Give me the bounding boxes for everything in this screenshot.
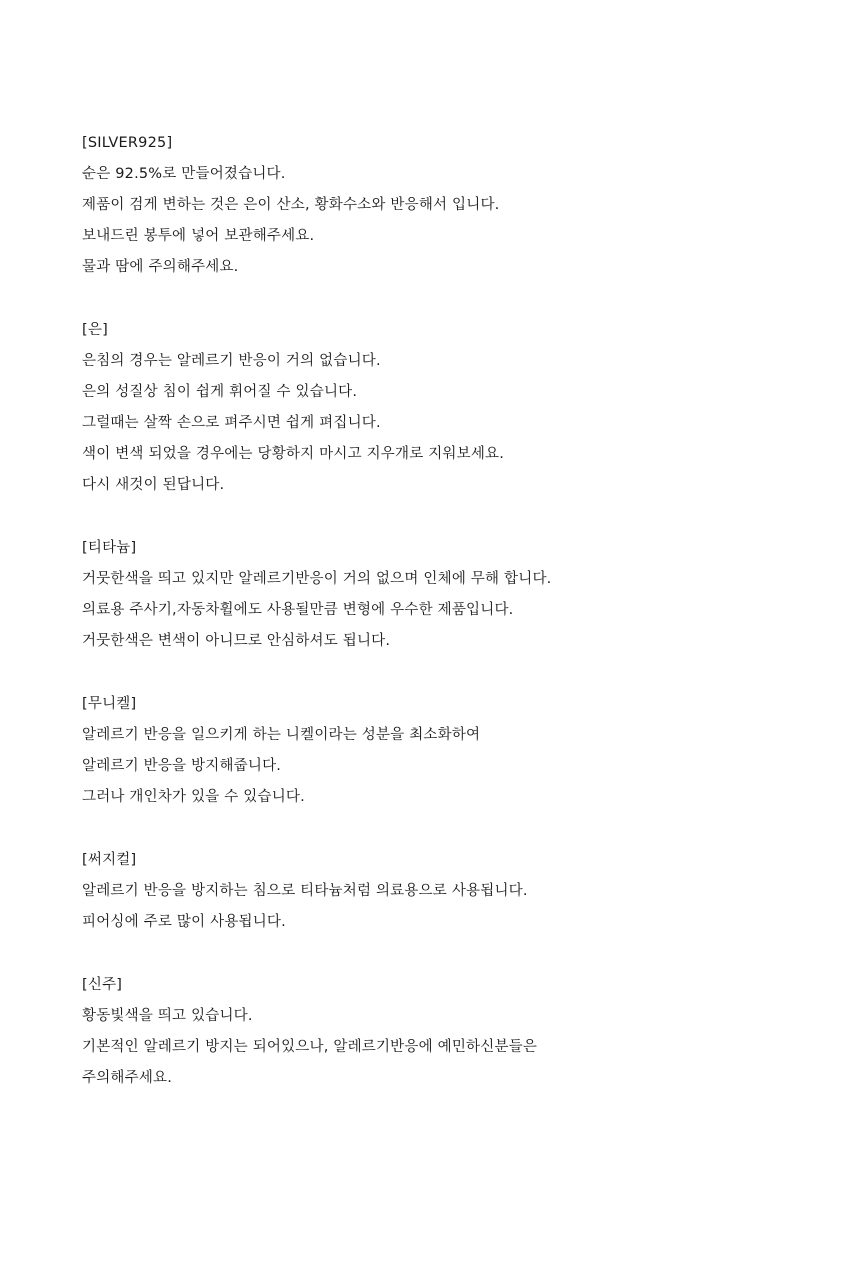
text-line: 주의해주세요. xyxy=(82,1070,173,1086)
text-line: 알레르기 반응을 일으키게 하는 니켈이라는 성분을 최소화하여 xyxy=(82,727,481,743)
text-line: 제품이 검게 변하는 것은 은이 산소, 황화수소와 반응해서 입니다. xyxy=(82,197,500,213)
text-line: 색이 변색 되었을 경우에는 당황하지 마시고 지우개로 지워보세요. xyxy=(82,446,505,462)
text-line: 다시 새것이 된답니다. xyxy=(82,477,225,493)
section-silver925 xyxy=(82,128,782,283)
section-surgical xyxy=(82,845,782,938)
text-line: 알레르기 반응을 방지하는 침으로 티타늄처럼 의료용으로 사용됩니다. xyxy=(82,883,528,899)
section-silver xyxy=(82,315,782,501)
section-heading: [무니켈] xyxy=(82,696,137,712)
text-line: 그러나 개인차가 있을 수 있습니다. xyxy=(82,789,305,805)
text-line: 의료용 주사기,자동차휠에도 사용될만큼 변형에 우수한 제품입니다. xyxy=(82,602,514,618)
text-line: 물과 땀에 주의해주세요. xyxy=(82,259,239,275)
text-line: 거뭇한색을 띄고 있지만 알레르기반응이 거의 없으며 인체에 무해 합니다. xyxy=(82,571,552,587)
text-line: 거뭇한색은 변색이 아니므로 안심하셔도 됩니다. xyxy=(82,633,391,649)
section-heading: [티타늄] xyxy=(82,540,137,556)
text-line: 은침의 경우는 알레르기 반응이 거의 없습니다. xyxy=(82,353,381,369)
section-heading: [신주] xyxy=(82,977,123,993)
text-line: 그럴때는 살짝 손으로 펴주시면 쉽게 펴집니다. xyxy=(82,415,381,431)
text-line: 기본적인 알레르기 방지는 되어있으나, 알레르기반응에 예민하신분들은 xyxy=(82,1039,538,1055)
text-line: 순은 92.5%로 만들어졌습니다. xyxy=(82,166,286,182)
text-line: 은의 성질상 침이 쉽게 휘어질 수 있습니다. xyxy=(82,384,358,400)
section-brass xyxy=(82,970,782,1094)
text-line: 알레르기 반응을 방지해줍니다. xyxy=(82,758,282,774)
text-line: 보내드린 봉투에 넣어 보관해주세요. xyxy=(82,228,315,244)
section-heading: [써지컬] xyxy=(82,852,137,868)
text-line: 피어싱에 주로 많이 사용됩니다. xyxy=(82,914,286,930)
section-heading: [SILVER925] xyxy=(82,135,173,151)
section-heading: [은] xyxy=(82,322,108,338)
text-line: 황동빛색을 띄고 있습니다. xyxy=(82,1008,253,1024)
document-body xyxy=(82,128,782,1126)
section-nickel-free xyxy=(82,689,782,813)
section-titanium xyxy=(82,533,782,657)
